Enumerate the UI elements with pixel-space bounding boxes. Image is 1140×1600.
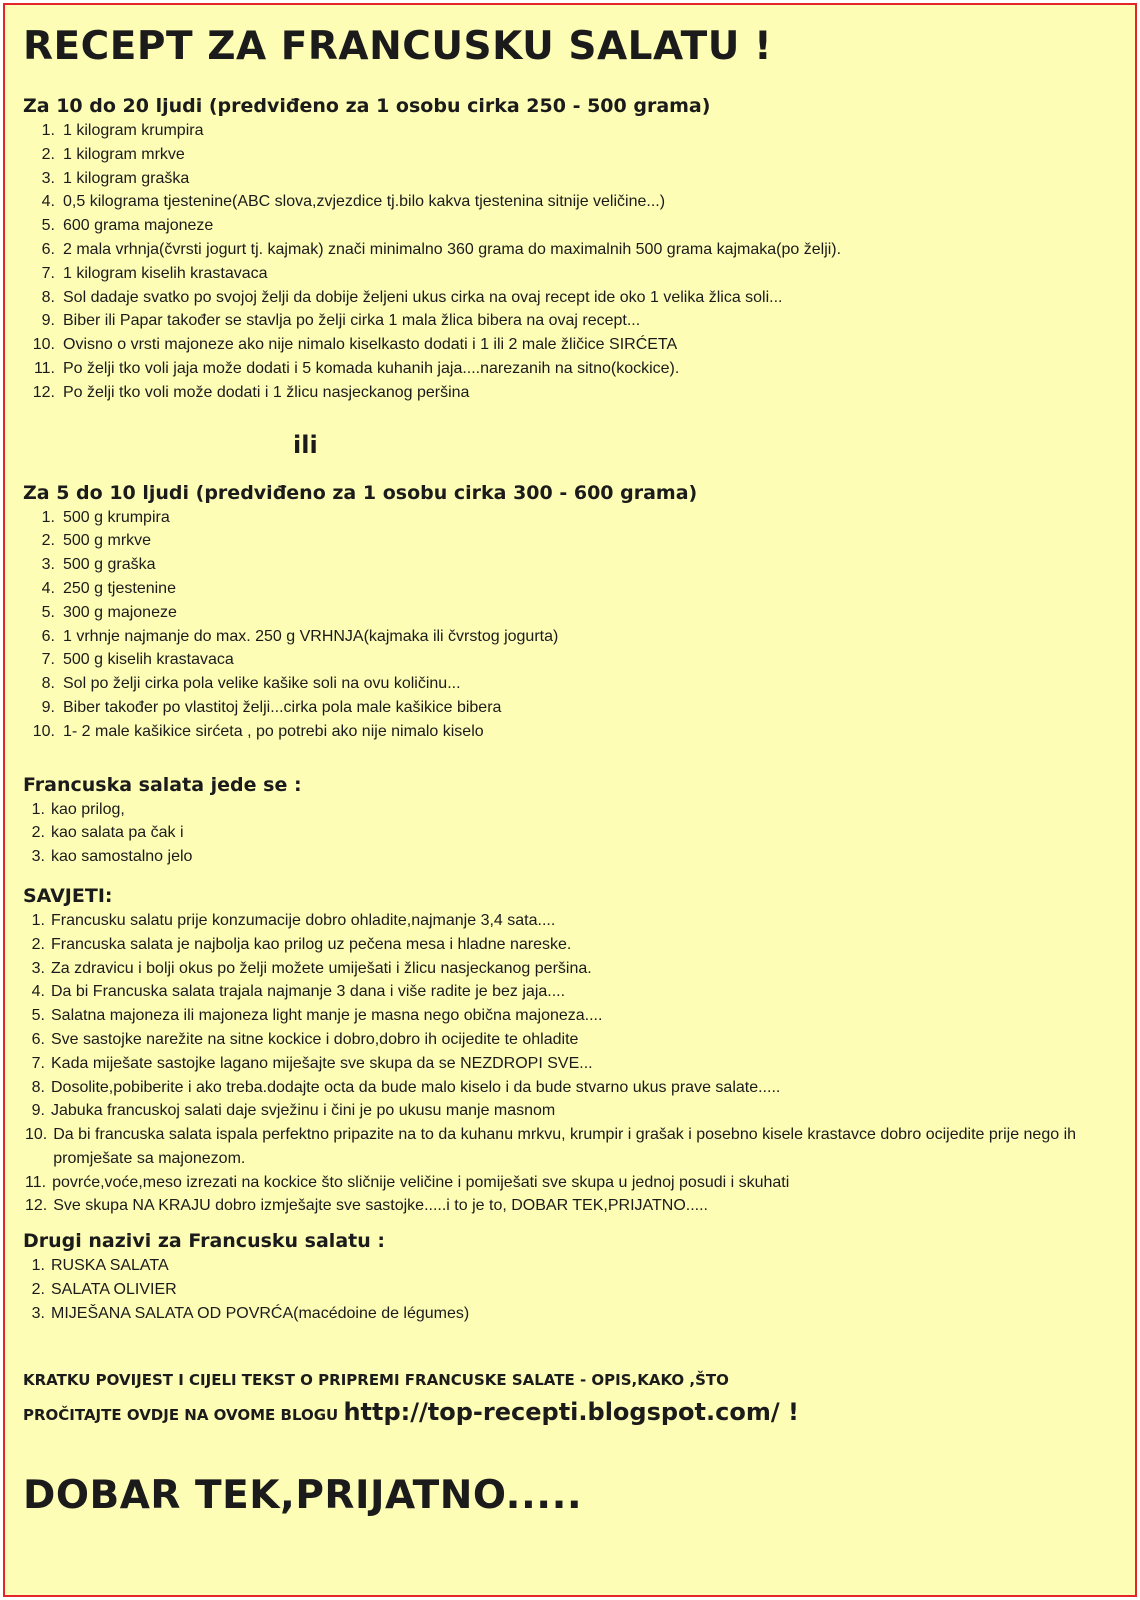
list-item-text: 0,5 kilograma tjestenine(ABC slova,zvjezdice tj.bilo kakva tjestenina sitnije veličine...) (63, 193, 666, 211)
list-item-text: Jabuka francuskoj salati daje svježinu i čini je po ukusu manje masnom (51, 1102, 556, 1120)
list-item (23, 190, 1115, 214)
section-heading-5-10: Za 5 do 10 ljudi (predviđeno za 1 osobu cirka 300 - 600 grama) (23, 481, 698, 504)
list-item-text: Salatna majoneza ili majoneza light manje je masna nego obična majoneza.... (51, 1007, 603, 1025)
list-item-text: 500 g mrkve (63, 532, 152, 550)
list-item-text: 1 kilogram mrkve (63, 145, 185, 163)
list-item-number: 11. (33, 359, 55, 377)
page-title: RECEPT ZA FRANCUSKU SALATU ! (23, 24, 773, 69)
list-item (23, 529, 1115, 553)
list-item-number: 10. (25, 1126, 48, 1144)
list-item-number: 3. (41, 556, 55, 574)
list-item (23, 143, 1115, 167)
list-item-number: 7. (41, 651, 55, 669)
list-item (23, 214, 1115, 238)
list-item-text: 1 kilogram graška (63, 169, 190, 187)
list-item-text: Po želji tko voli jaja može dodati i 5 komada kuhanih jaja....narezanih na sitno(kockice). (63, 359, 680, 377)
list-item-number: 7. (31, 1054, 45, 1072)
list-item (23, 553, 1115, 577)
list-item (23, 625, 1115, 649)
tips-list (23, 909, 1115, 1218)
list-item (23, 1302, 1115, 1326)
list-item (23, 909, 1115, 933)
list-item-text: 300 g majoneze (63, 603, 177, 621)
list-item-number: 2. (31, 1281, 45, 1299)
list-item-number: 4. (41, 193, 55, 211)
list-item-text: Dosolite,pobiberite i ako treba.dodajte octa da bude malo kiselo i da bude stvarno ukus prave salate..... (51, 1078, 781, 1096)
list-item-number: 8. (41, 675, 55, 693)
section-heading-tips: SAVJETI: (23, 884, 113, 907)
list-item-number: 10. (32, 336, 55, 354)
list-item-text: 1 kilogram krumpira (63, 122, 204, 139)
list-item (23, 648, 1115, 672)
list-item (23, 262, 1115, 286)
list-item (23, 506, 1115, 530)
list-item (23, 1076, 1115, 1100)
list-item (23, 1004, 1115, 1028)
list-item (23, 1052, 1115, 1076)
list-item-number: 12. (32, 383, 55, 401)
list-item (23, 720, 1115, 744)
list-item (23, 821, 1115, 845)
list-item (23, 957, 1115, 981)
list-item (23, 1099, 1115, 1123)
list-item-number: 2. (31, 935, 45, 953)
list-item-text: kao salata pa čak i (51, 824, 184, 842)
list-item-number: 7. (41, 264, 55, 282)
list-item (23, 357, 1115, 381)
list-item (23, 980, 1115, 1004)
list-item-number: 3. (31, 848, 45, 866)
list-item (23, 286, 1115, 310)
ingredient-list-10-20 (23, 119, 1115, 405)
list-item-text: Sol po želji cirka pola velike kašike soli na ovu količinu... (63, 675, 461, 693)
list-item-text: 1 kilogram kiselih krastavaca (63, 264, 268, 282)
list-item (23, 381, 1115, 405)
list-item-number: 6. (41, 240, 55, 258)
list-item (23, 845, 1115, 869)
list-item-text: kao prilog, (51, 800, 125, 818)
blog-note-line1: KRATKU POVIJEST I CIJELI TEKST O PRIPREMI FRANCUSKE SALATE - OPIS,KAKO ,ŠTO (23, 1370, 729, 1389)
list-item-number: 1. (41, 122, 55, 139)
list-item-number: 5. (41, 603, 55, 621)
list-item-number: 9. (31, 1102, 45, 1120)
blog-link[interactable]: http://top-recepti.blogspot.com/ ! (343, 1397, 799, 1426)
list-item-number: 1. (41, 508, 55, 526)
list-item-number: 8. (31, 1078, 45, 1096)
list-item-text: povrće,voće,meso izrezati na kockice što sličnije veličine i pomiješati sve skupa u jednoj posudi i skuhati (52, 1173, 790, 1191)
list-item-text: 1- 2 male kašikice sirćeta , po potrebi ako nije nimalo kiselo (63, 722, 484, 740)
list-item (23, 333, 1115, 357)
blog-note-prefix: PROČITAJTE OVDJE NA OVOME BLOGU (23, 1405, 344, 1424)
closing-text: DOBAR TEK,PRIJATNO..... (23, 1472, 583, 1518)
list-item-text: 600 grama majoneze (63, 217, 214, 235)
list-item-number: 3. (41, 169, 55, 187)
list-item-text: Francuska salata je najbolja kao prilog uz pečena mesa i hladne nareske. (51, 935, 572, 953)
list-item (23, 1278, 1115, 1302)
list-item-text: Sve skupa NA KRAJU dobro izmješajte sve sastojke.....i to je to, DOBAR TEK,PRIJATNO..... (53, 1197, 708, 1215)
list-item-text: Da bi Francuska salata trajala najmanje 3 dana i više radite je bez jaja.... (51, 983, 566, 1001)
list-item (23, 1171, 1115, 1195)
list-item (23, 238, 1115, 262)
list-item-text: Biber također po vlastitoj želji...cirka pola male kašikice bibera (63, 698, 502, 716)
list-item (23, 1028, 1115, 1052)
ingredient-list-5-10 (23, 506, 1115, 744)
list-item-number: 1. (31, 800, 45, 818)
list-item (23, 696, 1115, 720)
list-item-number: 11. (25, 1173, 47, 1191)
section-heading-10-20: Za 10 do 20 ljudi (predviđeno za 1 osobu cirka 250 - 500 grama) (23, 95, 711, 117)
list-item-number: 2. (41, 532, 55, 550)
list-item (23, 1194, 1115, 1218)
list-item-text: 500 g graška (63, 556, 156, 574)
list-item-number: 2. (41, 145, 55, 163)
list-item-number: 3. (31, 959, 45, 977)
recipe-page (3, 3, 1137, 1597)
list-item-number: 4. (31, 983, 45, 1001)
section-heading-other-names: Drugi nazivi za Francusku salatu : (23, 1230, 385, 1253)
or-separator: ili (293, 430, 318, 459)
list-item (23, 672, 1115, 696)
list-item-number: 6. (41, 627, 55, 645)
list-item-number: 9. (41, 312, 55, 330)
list-item-number: 9. (41, 698, 55, 716)
list-item (23, 309, 1115, 333)
list-item-text: SALATA OLIVIER (51, 1281, 177, 1299)
list-item-text: Biber ili Papar također se stavlja po želji cirka 1 mala žlica bibera na ovaj recept... (63, 312, 641, 330)
list-item-text: Ovisno o vrsti majoneze ako nije nimalo kiselkasto dodati i 1 ili 2 male žličice SIRĆETA (63, 336, 678, 354)
other-names-list (23, 1254, 1115, 1325)
list-item-text: Po želji tko voli može dodati i 1 žlicu nasjeckanog peršina (63, 383, 470, 401)
list-item-number: 4. (41, 579, 55, 597)
section-heading-serving: Francuska salata jede se : (23, 773, 302, 796)
list-item-number: 10. (32, 722, 55, 740)
list-item (23, 601, 1115, 625)
list-item-number: 5. (41, 217, 55, 235)
list-item (23, 577, 1115, 601)
list-item-number: 5. (31, 1007, 45, 1025)
list-item-text: kao samostalno jelo (51, 848, 193, 866)
list-item (23, 1123, 1115, 1171)
list-item-text: 2 mala vrhnja(čvrsti jogurt tj. kajmak) znači minimalno 360 grama do maximalnih 500 grama kajmaka(po želji). (63, 240, 842, 258)
blog-note-line2 (23, 1396, 1115, 1431)
list-item-number: 6. (31, 1030, 45, 1048)
list-item-text: 250 g tjestenine (63, 579, 176, 597)
list-item (23, 119, 1115, 143)
list-item-text: Za zdravicu i bolji okus po želji možete umiješati i žlicu nasjeckanog peršina. (51, 959, 592, 977)
list-item-text: Sve sastojke narežite na sitne kockice i dobro,dobro ih ocijedite te ohladite (51, 1030, 579, 1048)
list-item-text: Sol dadaje svatko po svojoj želji da dobije željeni ukus cirka na ovaj recept ide oko 1 velika žlica soli... (63, 288, 783, 306)
list-item-number: 12. (25, 1197, 48, 1215)
list-item (23, 167, 1115, 191)
list-item-number: 1. (31, 1257, 45, 1275)
list-item (23, 933, 1115, 957)
list-item (23, 1254, 1115, 1278)
list-item-text: Kada miješate sastojke lagano miješajte sve skupa da se NEZDROPI SVE... (51, 1054, 593, 1072)
list-item-text: Francusku salatu prije konzumacije dobro ohladite,najmanje 3,4 sata.... (51, 911, 556, 929)
list-item-text: 1 vrhnje najmanje do max. 250 g VRHNJA(kajmaka ili čvrstog jogurta) (63, 627, 559, 645)
list-item-text: 500 g krumpira (63, 508, 170, 526)
list-item-number: 3. (31, 1304, 45, 1322)
list-item-text: Da bi francuska salata ispala perfektno pripazite na to da kuhanu mrkvu, krumpir i grašak i posebno kisele krastavce dobro ocijedite prije nego ih promješate sa majonezom. (53, 1126, 1077, 1167)
list-item-number: 1. (31, 911, 45, 929)
blog-note (23, 1364, 1115, 1431)
list-item-number: 8. (41, 288, 55, 306)
list-item-number: 2. (31, 824, 45, 842)
list-item-text: RUSKA SALATA (51, 1257, 169, 1275)
list-item (23, 798, 1115, 822)
list-item-text: MIJEŠANA SALATA OD POVRĆA(macédoine de légumes) (51, 1304, 470, 1322)
list-item-text: 500 g kiselih krastavaca (63, 651, 234, 669)
serving-list (23, 798, 1115, 869)
